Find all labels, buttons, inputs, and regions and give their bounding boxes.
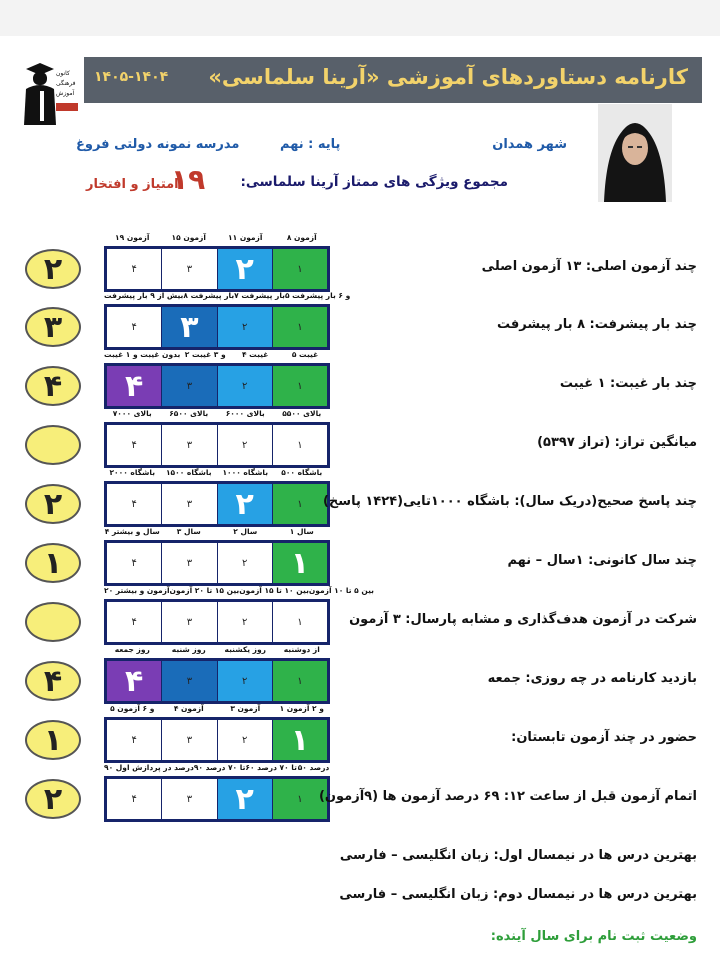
column-label: ۱۹ آزمون [115, 233, 150, 242]
best-lessons-first: بهترین درس ها در نیمسال اول: زبان انگلیسی – فارسی [339, 848, 697, 863]
row-question: چند بار غیبت: ۱ غیبت [559, 376, 697, 391]
row-question: میانگین تراز: (تراز ۵۳۹۷) [537, 435, 697, 450]
row-score-badge: ۱ [25, 720, 81, 760]
level-cell: ۱ [272, 484, 327, 524]
column-label: ۵ و ۶ آزمون [110, 704, 155, 713]
column-label: بین ۱۰ تا ۱۵ آزمون [239, 586, 309, 595]
column-label: ۴ غیبت [241, 350, 269, 359]
row-question: شرکت در آزمون هدف‌گذاری و مشابه پارسال: ۳ آزمون [349, 612, 697, 627]
logo [20, 55, 82, 125]
column-labels [104, 704, 330, 716]
column-label: بالای ۶۰۰۰ [225, 409, 265, 418]
level-cell: ۳ [161, 602, 216, 642]
level-cell: ۱ [272, 779, 327, 819]
column-labels [104, 468, 330, 480]
level-cell: ۱ [272, 249, 327, 289]
level-cell: ۲ [217, 366, 272, 406]
column-label: بالای ۵۵۰۰ [282, 409, 322, 418]
level-grid [104, 246, 330, 292]
row-score-badge: ۴ [25, 366, 81, 406]
registration-status: وضعیت ثبت نام برای سال آینده: [490, 929, 697, 944]
column-labels [104, 291, 351, 303]
level-grid [104, 481, 330, 527]
column-label: ۹۰ درصد در پردازش اول [104, 763, 194, 772]
column-label: ۵ و ۶ بار پیشرفت [284, 291, 351, 300]
level-cell: ۳ [161, 366, 216, 406]
column-label: ۲ و ۳ غیبت [184, 350, 226, 359]
column-label: ۱ سال [289, 527, 314, 536]
level-cell: ۱ [272, 307, 327, 347]
column-labels [104, 527, 330, 539]
column-labels [104, 763, 330, 775]
level-cell: ۳ [161, 720, 216, 760]
level-cell: ۱ [272, 602, 327, 642]
level-cell: ۲ [217, 779, 272, 819]
column-label: بالای ۶۵۰۰ [169, 409, 209, 418]
column-label: بیش از ۹ بار پیشرفت [104, 291, 184, 300]
column-label: باشگاه ۲۰۰۰ [109, 468, 156, 477]
level-cell: ۲ [217, 484, 272, 524]
level-cell: ۴ [107, 543, 161, 583]
column-label: روز جمعه [114, 645, 150, 654]
level-cell: ۴ [107, 307, 161, 347]
column-label: ۶۰ تا ۷۰ درصد [245, 763, 297, 772]
column-labels [104, 645, 330, 657]
score-label: امتیاز و افتخار [86, 177, 179, 192]
column-label: ۵ غیبت [291, 350, 319, 359]
level-cell: ۳ [161, 543, 216, 583]
level-grid [104, 776, 330, 822]
row-score-badge [25, 425, 81, 465]
column-labels [104, 409, 330, 421]
row-question: چند آزمون اصلی: ۱۳ آزمون اصلی [481, 259, 697, 274]
row-score-badge: ۱ [25, 543, 81, 583]
level-cell: ۴ [107, 720, 161, 760]
features-heading: مجموع ویژگی های ممتاز آرینا سلماسی: [240, 174, 508, 190]
column-label: ۲ سال [233, 527, 258, 536]
level-cell: ۲ [217, 720, 272, 760]
level-cell: ۴ [107, 779, 161, 819]
row-score-badge: ۴ [25, 661, 81, 701]
column-label: ۳ سال [176, 527, 201, 536]
row-score-badge: ۲ [25, 249, 81, 289]
column-labels [104, 350, 330, 362]
level-grid [104, 540, 330, 586]
level-grid [104, 363, 330, 409]
level-grid [104, 422, 330, 468]
level-grid [104, 717, 330, 763]
level-cell: ۱ [272, 661, 327, 701]
level-cell: ۱ [272, 425, 327, 465]
column-label: باشگاه ۱۰۰۰ [222, 468, 269, 477]
svg-text:کانون: کانون [56, 70, 70, 77]
level-cell: ۲ [217, 602, 272, 642]
total-score: ۱۹ [171, 163, 206, 196]
level-cell: ۳ [161, 307, 216, 347]
column-label: ۸ بار پیشرفت [183, 291, 235, 300]
level-grid [104, 599, 330, 645]
column-label: بین ۱۵ تا ۲۰ آزمون [169, 586, 240, 595]
level-cell: ۴ [107, 366, 161, 406]
row-question: چند بار پیشرفت: ۸ بار پیشرفت [496, 317, 697, 332]
column-label: ۱۵ آزمون [171, 233, 206, 242]
column-label: ۴ آزمون [173, 704, 204, 713]
row-score-badge [25, 602, 81, 642]
title-bar [84, 57, 702, 103]
level-cell: ۴ [107, 484, 161, 524]
column-label: ۲۰ آزمون و بیشتر [104, 586, 170, 595]
level-cell: ۲ [217, 425, 272, 465]
column-label: روز شنبه [171, 645, 206, 654]
level-cell: ۱ [272, 543, 327, 583]
column-label: ۵۰ درصد [297, 763, 330, 772]
student-photo [598, 104, 672, 202]
level-cell: ۴ [107, 249, 161, 289]
level-cell: ۳ [161, 484, 216, 524]
level-cell: ۴ [107, 661, 161, 701]
column-label: ۸ آزمون [286, 233, 317, 242]
top-band [0, 0, 720, 36]
level-grid [104, 658, 330, 704]
best-lessons-second: بهترین درس ها در نیمسال دوم: زبان انگلیسی – فارسی [339, 887, 697, 902]
level-cell: ۳ [161, 779, 216, 819]
column-label: از دوشنبه [283, 645, 320, 654]
level-cell: ۴ [107, 602, 161, 642]
level-cell: ۳ [161, 249, 216, 289]
column-label: روز یکشنبه [224, 645, 266, 654]
column-label: بین ۵ تا ۱۰ آزمون [308, 586, 374, 595]
year-label: ۱۴۰۵-۱۴۰۴ [94, 69, 169, 85]
level-cell: ۴ [107, 425, 161, 465]
row-question: چند سال کانونی: ۱سال – نهم [507, 553, 697, 568]
level-grid [104, 304, 330, 350]
column-label: ۹۰ تا ۷۰ درصد [193, 763, 246, 772]
row-question: حضور در چند آزمون تابستان: [511, 730, 697, 745]
row-question: چند پاسخ صحیح(دریک سال): باشگاه ۱۰۰۰تایی(۱۴۲۴ پاسخ) [322, 494, 697, 509]
column-label: ۱ و ۲ آزمون [279, 704, 324, 713]
level-cell: ۲ [217, 249, 272, 289]
level-cell: ۳ [161, 425, 216, 465]
level-cell: ۱ [272, 720, 327, 760]
school-label: مدرسه نمونه دولتی فروغ [76, 137, 240, 152]
page-title: کارنامه دستاوردهای آموزشی «آرینا سلماسی» [208, 65, 688, 89]
level-cell: ۲ [217, 307, 272, 347]
level-cell: ۱ [272, 366, 327, 406]
row-question: بازدید کارنامه در چه روزی: جمعه [487, 671, 697, 686]
level-cell: ۲ [217, 661, 272, 701]
svg-text:فرهنگی: فرهنگی [56, 80, 76, 87]
column-label: باشگاه ۵۰۰ [281, 468, 323, 477]
column-labels [104, 233, 330, 245]
column-label: ۴ سال و بیشتر [104, 527, 160, 536]
row-score-badge: ۲ [25, 779, 81, 819]
city-label: شهر همدان [492, 137, 567, 152]
column-label: بدون غیبت و ۱ غیبت [104, 350, 181, 359]
column-labels [104, 586, 374, 598]
svg-text:آموزش: آموزش [56, 90, 75, 97]
grade-label: پایه : نهم [280, 137, 341, 152]
row-score-badge: ۲ [25, 484, 81, 524]
column-label: ۱۱ آزمون [228, 233, 263, 242]
level-cell: ۲ [217, 543, 272, 583]
column-label: باشگاه ۱۵۰۰ [165, 468, 212, 477]
row-score-badge: ۳ [25, 307, 81, 347]
column-label: بالای ۷۰۰۰ [112, 409, 152, 418]
column-label: ۷ بار پیشرفت [234, 291, 285, 300]
column-label: ۳ آزمون [230, 704, 261, 713]
row-question: اتمام آزمون قبل از ساعت ۱۲: ۶۹ درصد آزمون ها (۹آزمون) [318, 789, 697, 804]
level-cell: ۳ [161, 661, 216, 701]
